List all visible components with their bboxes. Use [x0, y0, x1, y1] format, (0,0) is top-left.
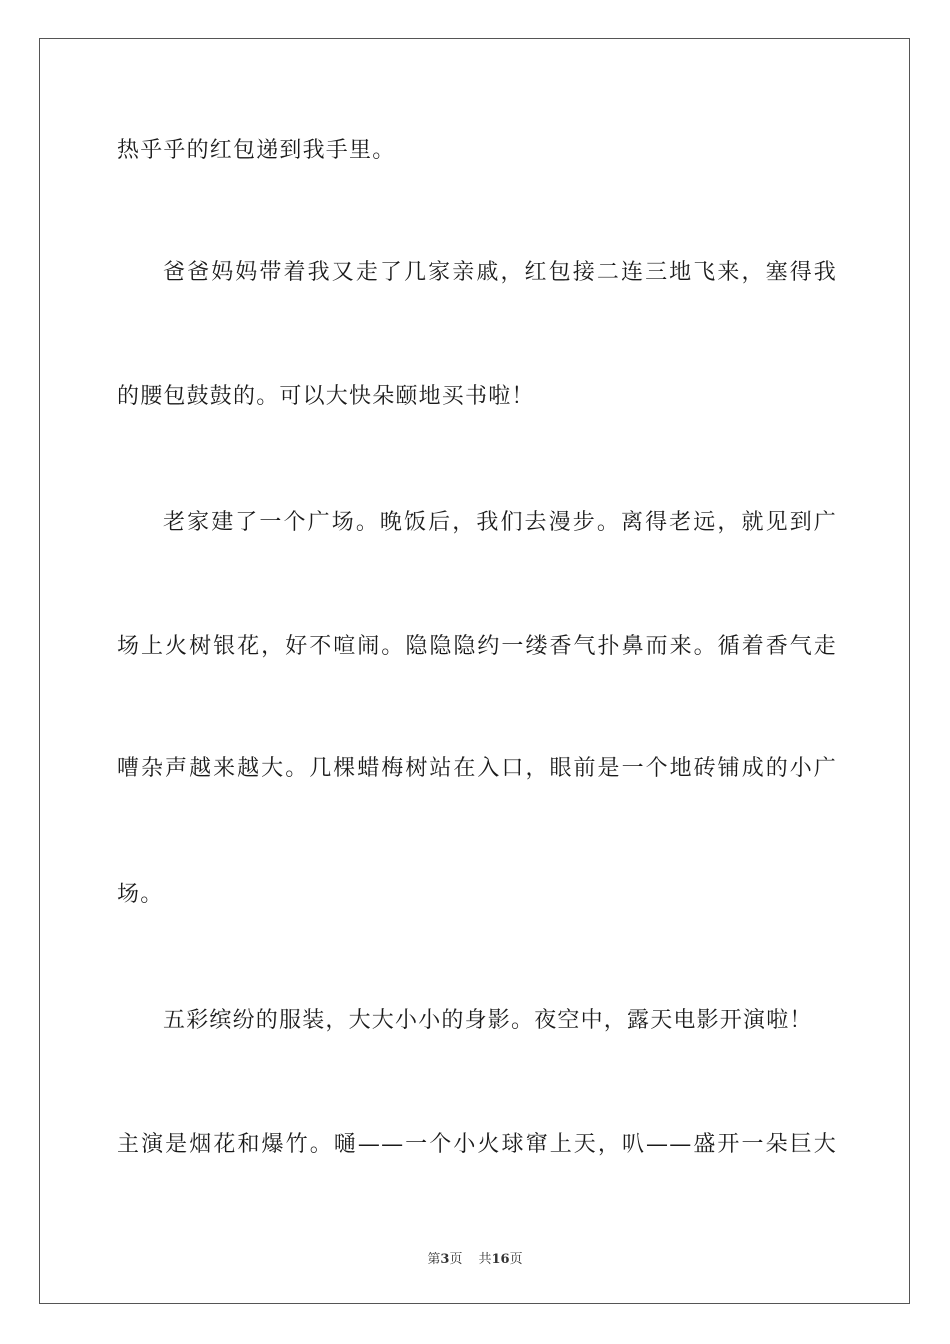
text-line-1: 热乎乎的红包递到我手里。: [117, 138, 396, 163]
text-line-3: 的腰包鼓鼓的。可以大快朵颐地买书啦！: [117, 384, 535, 409]
footer-total-prefix: 共: [478, 1252, 492, 1267]
text-line-8: 五彩缤纷的服装，大大小小的身影。夜空中，露天电影开演啦！: [163, 1008, 813, 1033]
text-line-5: 场上火树银花，好不喧闹。隐隐隐约一缕香气扑鼻而来。循着香气走: [117, 634, 837, 659]
text-line-6: 嘈杂声越来越大。几棵蜡梅树站在入口，眼前是一个地砖铺成的小广: [117, 756, 837, 781]
text-line-9: 主演是烟花和爆竹。嗵——一个小火球窜上天，叭——盛开一朵巨大: [117, 1132, 837, 1157]
page-footer: [0, 1248, 950, 1267]
footer-page-suffix: 页: [449, 1252, 463, 1267]
footer-page-current: 3: [440, 1252, 450, 1267]
footer-total-suffix: 页: [509, 1252, 523, 1267]
page-border: [39, 38, 910, 1304]
footer-page-total: 16: [491, 1252, 510, 1267]
text-line-7: 场。: [117, 882, 164, 907]
footer-page-prefix: 第: [427, 1252, 441, 1267]
text-line-4: 老家建了一个广场。晚饭后，我们去漫步。离得老远，就见到广: [163, 510, 837, 535]
text-line-2: 爸爸妈妈带着我又走了几家亲戚，红包接二连三地飞来，塞得我: [163, 260, 837, 285]
